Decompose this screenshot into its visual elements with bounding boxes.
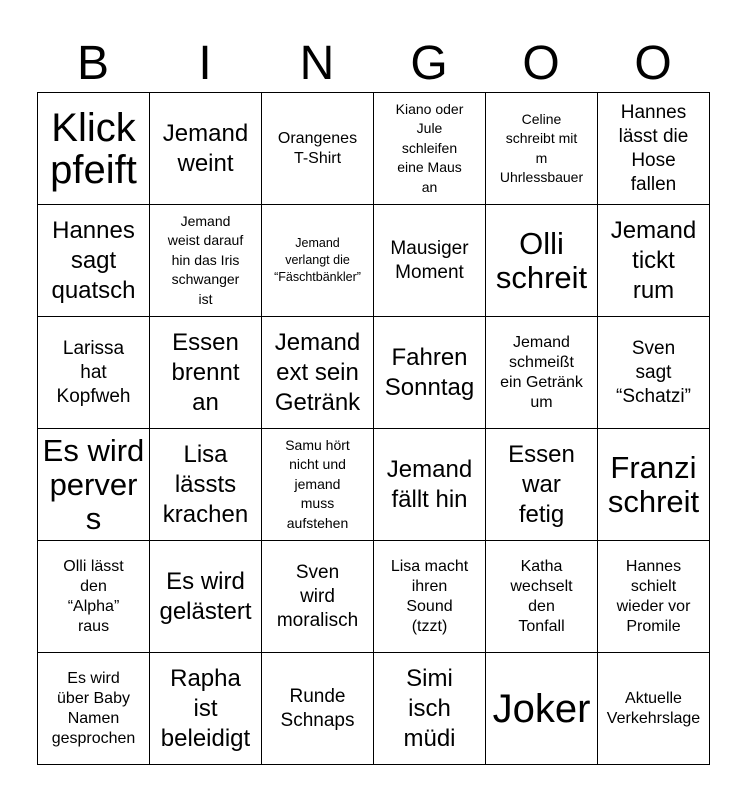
bingo-cell[interactable] — [150, 205, 262, 317]
bingo-grid — [37, 92, 710, 765]
bingo-cell[interactable] — [486, 429, 598, 541]
bingo-cell[interactable] — [38, 541, 150, 653]
bingo-cell-text: Olli lässt den “Alpha” raus — [63, 557, 124, 635]
bingo-row — [38, 93, 710, 205]
bingo-cell[interactable] — [262, 317, 374, 429]
bingo-cell-text: Celine schreibt mit m Uhrlessbauer — [499, 110, 584, 185]
bingo-cell[interactable] — [262, 205, 374, 317]
bingo-cell[interactable] — [598, 653, 710, 765]
bingo-row — [38, 205, 710, 317]
bingo-cell-text: Es wird pervers — [42, 432, 145, 536]
bingo-cell[interactable] — [150, 317, 262, 429]
bingo-cell-text: Orangenes T-Shirt — [277, 129, 358, 167]
bingo-cell-text: Olli schreit — [495, 225, 588, 295]
header-letter-i: I — [198, 37, 212, 90]
bingo-cell-text: Jemand weint — [162, 119, 249, 177]
bingo-cell-text: Hannes schielt wieder vor Promile — [616, 557, 691, 635]
bingo-cell-text: Jemand tickt rum — [610, 216, 697, 304]
bingo-cell-text: Mausiger Moment — [390, 237, 469, 283]
bingo-cell-text: Sven sagt “Schatzi” — [616, 337, 691, 407]
bingo-cell[interactable] — [38, 93, 150, 205]
bingo-cell[interactable] — [150, 93, 262, 205]
bingo-cell-text: Jemand schmeißt ein Getränk um — [500, 333, 583, 411]
bingo-cell-text: Aktuelle Verkehrslage — [606, 689, 701, 727]
bingo-cell-text: Hannes lässt die Hose fallen — [618, 101, 689, 195]
bingo-cell[interactable] — [486, 93, 598, 205]
bingo-cell-text: Hannes sagt quatsch — [51, 216, 136, 304]
bingo-cell[interactable] — [486, 317, 598, 429]
bingo-header — [37, 34, 709, 94]
bingo-cell-text: Klick pfeift — [50, 105, 137, 192]
bingo-cell-text: Lisa lässts krachen — [162, 440, 249, 528]
bingo-cell-text: Es wird über Baby Namen gesprochen — [51, 669, 136, 747]
bingo-cell[interactable] — [374, 317, 486, 429]
bingo-cell[interactable] — [374, 541, 486, 653]
bingo-cell-text: Essen war fetig — [508, 440, 575, 528]
bingo-cell-text: Jemand verlangt die “Fäschtbänkler” — [274, 236, 361, 284]
bingo-cell[interactable] — [486, 205, 598, 317]
bingo-cell-text: Kiano oder Jule schleifen eine Maus an — [395, 100, 464, 195]
bingo-cell-text: Runde Schnaps — [280, 685, 355, 731]
header-letter-o: O — [522, 37, 560, 90]
bingo-cell-text: Simi isch müdi — [403, 664, 456, 752]
bingo-cell[interactable] — [150, 541, 262, 653]
bingo-cell-text: Larissa hat Kopfweh — [56, 337, 131, 407]
bingo-cell[interactable] — [262, 93, 374, 205]
bingo-cell[interactable] — [486, 541, 598, 653]
bingo-row — [38, 653, 710, 765]
bingo-cell[interactable] — [262, 541, 374, 653]
bingo-cell[interactable] — [374, 429, 486, 541]
bingo-row — [38, 317, 710, 429]
header-letter-o-2: O — [634, 37, 672, 90]
bingo-cell[interactable] — [262, 429, 374, 541]
bingo-cell[interactable] — [598, 541, 710, 653]
bingo-cell[interactable] — [38, 429, 150, 541]
bingo-cell[interactable] — [150, 429, 262, 541]
bingo-cell-text: Jemand ext sein Getränk — [274, 328, 361, 416]
bingo-cell-text: Rapha ist beleidigt — [160, 664, 251, 752]
bingo-cell[interactable] — [150, 653, 262, 765]
bingo-cell-text: Sven wird moralisch — [276, 561, 359, 631]
bingo-cell[interactable] — [598, 93, 710, 205]
bingo-cell[interactable] — [598, 317, 710, 429]
bingo-cell[interactable] — [262, 653, 374, 765]
bingo-cell[interactable] — [598, 205, 710, 317]
header-letter-b: B — [76, 37, 109, 90]
bingo-cell[interactable] — [598, 429, 710, 541]
bingo-cell-text: Fahren Sonntag — [384, 343, 475, 401]
bingo-cell[interactable] — [374, 93, 486, 205]
bingo-cell[interactable] — [486, 653, 598, 765]
bingo-cell-text: Lisa macht ihren Sound (tzzt) — [390, 557, 469, 635]
bingo-cell-text: Samu hört nicht und jemand muss aufstehen — [285, 436, 350, 531]
bingo-cell-text: Essen brennt an — [171, 328, 240, 416]
bingo-cell[interactable] — [38, 205, 150, 317]
bingo-cell-text: Jemand weist darauf hin das Iris schwanger ist — [167, 212, 244, 307]
bingo-cell[interactable] — [38, 653, 150, 765]
bingo-cell[interactable] — [374, 653, 486, 765]
bingo-row — [38, 541, 710, 653]
bingo-cell-text: Jemand fällt hin — [386, 455, 473, 513]
bingo-cell[interactable] — [38, 317, 150, 429]
header-letter-g: G — [410, 37, 448, 90]
bingo-cell-text: Franzi schreit — [607, 449, 700, 519]
bingo-cell[interactable] — [374, 205, 486, 317]
bingo-row — [38, 429, 710, 541]
bingo-cell-text: Joker — [492, 686, 591, 731]
header-letter-n: N — [299, 37, 335, 90]
bingo-cell-text: Katha wechselt den Tonfall — [510, 557, 573, 635]
bingo-cell-text: Es wird gelästert — [159, 567, 252, 625]
